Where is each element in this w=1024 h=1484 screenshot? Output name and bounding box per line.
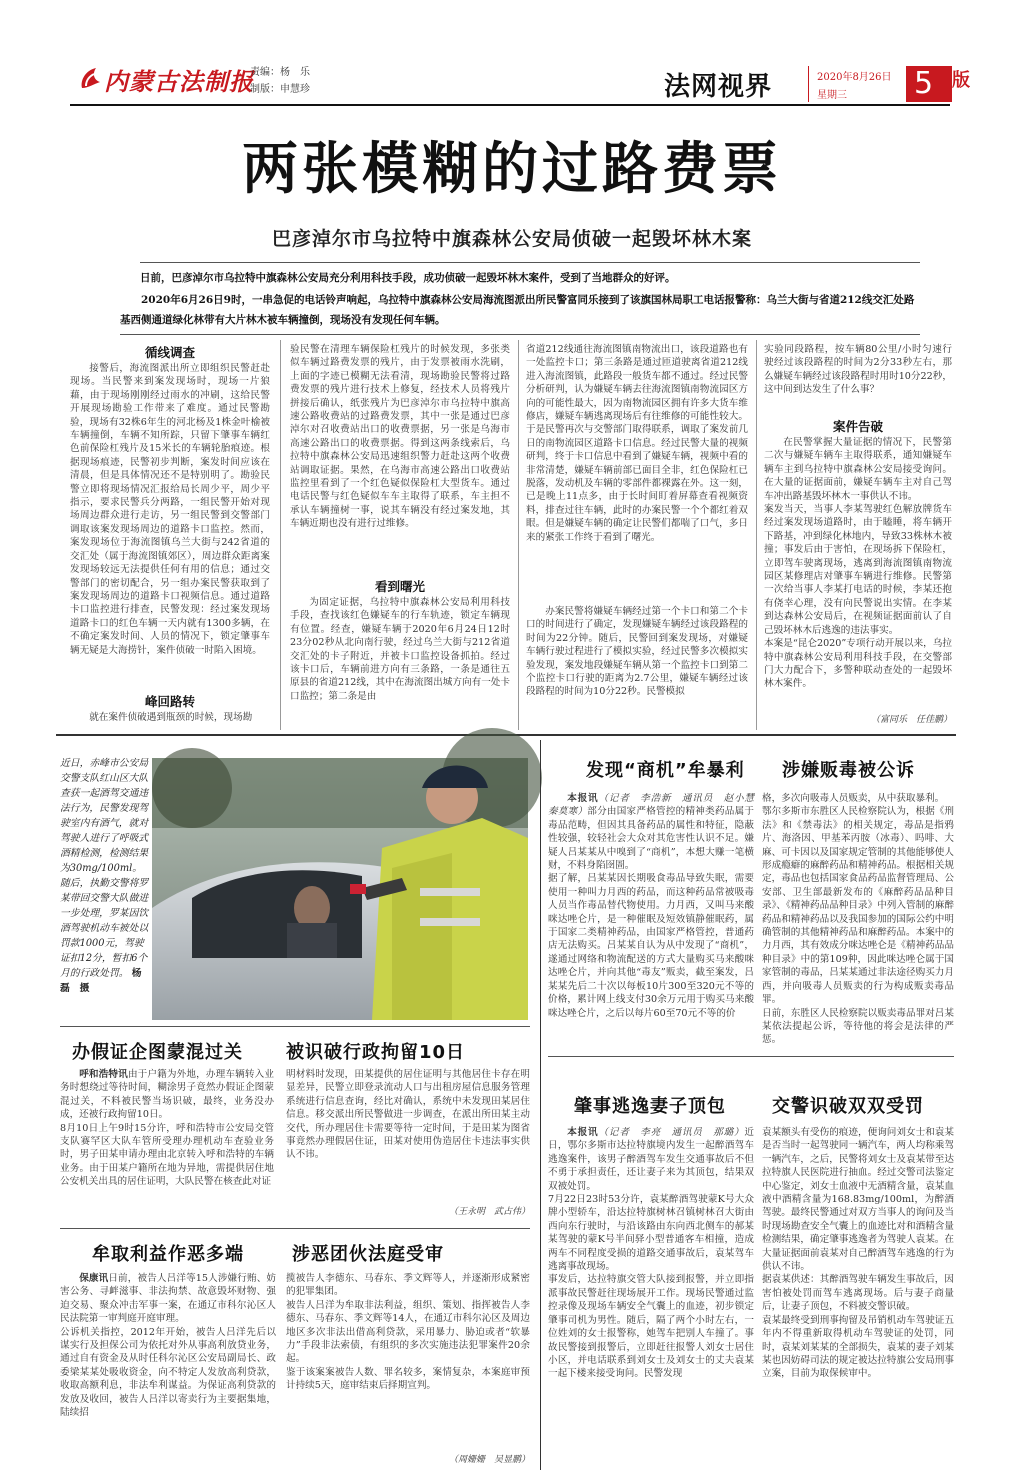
section-rule [548, 1056, 954, 1057]
subhead-tracing: 循线调查 [144, 345, 195, 360]
drugs-col-a: 本报讯（记者 李浩新 通讯员 赵小慧 秦莫寒）部分由国家严格管控的精神类药品属于毒品范畴，但因其具备药品的属性和特征，隐蔽性较强，较轻社会大众对其危害性认识不足。嫌疑人吕某某从中嗅到了“商机”，本想大赚一笔横财，不料身陷囹圄。 据了解，吕某某因长期吸食毒品导致失眠，需要使用一种叫力月西的药品，而这种药品常被吸毒人员当作毒品替代物使用。力月西，又叫马来酸咪达唑仑片，是一种催眠及短效镇静催眠药，属于国家二类精神药品，由国家严格管控，普通药店无法购买。吕某某自认为从中发现了“商机”，遂通过网络和物流配送的方式大量购买马来酸咪达唑仑片，并向其他“毒友”贩卖，截至案发，吕某某先后二十次以每板10片300至320元不等的价格，累计网上线支付30余万元用于购买马来酸咪达唑仑片，之后以每片60至70元不等的价 [548, 793, 764, 1019]
hit-run-headline-2: 交警识破双双受罚 [772, 1096, 924, 1117]
page-label: 版 [952, 70, 970, 91]
page-number: 5 [914, 66, 934, 101]
drugs-headline-2: 涉嫌贩毒被公诉 [782, 760, 915, 781]
column-divider [756, 340, 757, 730]
masthead [0, 0, 1024, 108]
drugs-headline-1: 发现“商机”牟暴利 [586, 760, 745, 781]
fake-id-byline: （王永明 武占伟） [448, 1207, 530, 1217]
subhead-case-solved: 案件告破 [832, 419, 883, 434]
column-divider [518, 340, 519, 730]
editor-credit: 责编：杨 乐 [250, 67, 310, 78]
lead-col4b-text: 在民警掌握大量证据的情况下，民警第二次与嫌疑车辆车主取得联系，通知嫌疑车辆车主到乌拉特中旗森林公安局接受询问。在大量的证据面前，嫌疑车辆车主对自己驾车冲出路基毁坏林木一事供认不讳。 案发当天，当事人李某驾驶红色解放牌货车经过案发现场道路时，由于瞌睡，将车辆开下路基，冲到绿化林地内，导致33株林木被撞；事发后由于害怕，在现场拆下保险杠，立即驾车驶离现场，逃离到海流图镇南物流园区某修理店对肇事车辆进行维修。民警第一次给当事人李某打电话的时候，李某还抱有侥幸心理，没有向民警说出实情。在李某到达森林公安局后，在视频证据面前认了自己毁坏林木后逃逸的违法事实。 本案是“昆仑2020”专项行动开展以来，乌拉特中旗森林公安局利用科技手段，在交警部门大力配合下，多警种联动查处的一起毁坏林木案件。 [764, 437, 952, 690]
hit-run-col-b: 袁某额头有受伤的痕迹，便询问刘女士和袁某是否当时一起驾驶同一辆汽车，两人均称乘驾一辆汽车，之后，民警将刘女士及袁某带至达拉特旗人民医院进行抽血。经过交警司法鉴定中心鉴定，刘女士血液中无酒精含量，袁某血液中酒精含量为168.83mg/100ml，为醉酒驾驶。最终民警通过对双方当事人的询问及当时现场勘查安全气囊上的血迹比对和酒精含量检测结果，确定肇事逃逸者为驾驶人袁某。在大量证据面前袁某对自己醉酒驾车逃逸的行为供认不讳。 据袁某供述：其醉酒驾驶车辆发生事故后，因害怕被处罚而驾车逃离现场。后与妻子商量后，让妻子顶包，不料被交警识破。 袁某最终受到刑事拘留及吊销机动车驾驶证五年内不得重新取得机动车驾驶证的处罚，同时，袁某刘某某的全部损失，袁某的妻子刘某某也因妨碍司法的规定被达拉特旗公安局刑事立案，目前为取保候审中。 [762, 1127, 954, 1380]
subhead-dawn: 看到曙光 [374, 579, 425, 594]
profit-col-a: 保康讯日前，被告人吕洋等15人涉嫌行贿、妨害公务、寻衅滋事、非法拘禁、故意毁坏财物、强迫交易、聚众冲击军事一案，在通辽市科尔沁区人民法院第一审判庭开庭审理。 公诉机关指控，2012年开始，被告人吕洋先后以谋实行及担保公司为依托对外从事高利放贷业务，通过自有资金及从时任科尔沁区公安局副局长、政委梁某某处吸收资金，向不特定人发放高利贷款，收取高额利息，非法牟利谋益。为保证高利贷款的发放及收回，被告人吕洋以寄卖行为主要据集地，陆续招 [60, 1273, 276, 1419]
hit-run-headline-1: 肇事逃逸妻子顶包 [574, 1096, 726, 1117]
logo-emblem-icon [78, 66, 102, 92]
section-rule [60, 1026, 530, 1027]
intro-rule-top [140, 262, 920, 263]
photo-credit: 杨磊 摄 [60, 968, 142, 994]
fake-id-col-a: 呼和浩特讯由于户籍为外地，办理车辆转入业务时想绕过等待时间，糊涂男子竟然办假证企图蒙混过关，不料被民警当场识破，最终，业务没办成，还被行政拘留10日。 8月10日上午9时15分许，呼和浩特市公安局交管支队赛罕区大队车管所受理办理机动车查验业务时，男子田某申请办理由北京转入呼和浩特的车辆业务。由于田某户籍所在地为异地，需提供居住地公安机关出具的居住证明，大队民警在核查此对证 [60, 1069, 275, 1188]
column-divider [540, 740, 541, 1470]
fake-id-headline-1: 办假证企图蒙混过关 [72, 1042, 243, 1063]
producer-credit: 制版：申慧珍 [250, 84, 310, 95]
page-number-box [906, 66, 952, 102]
profit-byline: （周姗姗 吴显鹏） [448, 1455, 530, 1465]
section-title: 法网视界 [664, 72, 773, 102]
fake-id-headline-2: 被识破行政拘留10日 [286, 1042, 466, 1063]
date-box [808, 66, 908, 102]
issue-weekday: 星期三 [817, 90, 847, 101]
lead-col2-text: 验民警在清理车辆保险杠残片的时候发现，多张类似车辆过路费发票的残片，由于发票被雨水洗刷，上面的字迹已模糊无法看清，现场勘验民警将过路费发票的残片进行技术上修复，经技术人员将残片拼接后确认，纸张残片为巴彦淖尔市乌拉特中旗高速公路收费站的过路费发票，其中一张是通过巴彦淖尔对召收费站出口的收费票据，另一张是乌海市高速公路出口的收费票据。得到这两条线索后，乌拉特中旗森林公安局迅速组织警力赶赴这两个收费站调取证据。果然，在乌海市高速公路出口收费站监控里看到了一个红色疑似保险杠大型货车。通过电话民警与红色疑似车车主取得了联系，车主担不承认车辆撞树一事，说其车辆没有经过案发地，其车辆近期也没有进行过维修。 [290, 344, 510, 530]
fake-id-col-b: 明材料时发现，田某提供的居住证明与其他居住卡存在明显差异，民警立即登录流动人口与出租房屋信息服务管理系统进行信息查询，经比对确认，系统中未发现田某居住信息。移交派出所民警做进一步调查，在派出所田某主动交代，所办理居住卡需要等待一定时间，于是田某为图省事竟然办理假居住证，田某对使用伪造居住卡违法事实供认不讳。 [286, 1069, 530, 1161]
section-rule [60, 1228, 530, 1229]
photo-caption: 近日，赤峰市公安局交警支队红山区大队查获一起酒驾交通违法行为，民警发现驾驶室内有酒气，就对驾驶人进行了呼吸式酒精检测，检测结果为30mg/100ml。随后，执勤交警将罗某带回交警大队做进一步处理，罗某因饮酒驾驶机动车被处以罚款1000元，驾驶证扣12分，暂扣6个月的行政处罚。 杨磊 摄 [60, 758, 149, 994]
hit-run-col-a: 本报讯（记者 李亮 通讯员 那璐）近日，鄂尔多斯市达拉特旗境内发生一起醉酒驾车逃逸案件，该男子醉酒驾车发生交通事故后不但不勇于承担责任，还让妻子来为其顶包，结果双双被处罚。 7月22日23时53分许，袁某醉酒驾驶蒙K号大众牌小型轿车，沿达拉特旗树林召镇树林召大街由西向东行驶时，与沿该路由东向西北侧车的郝某某驾驶的蒙K号半间驿小型普通客车相撞，造成两车不同程度受损的道路交通事故后，袁某驾车逃离事故现场。 事发后，达拉特旗交管大队接到报警，并立即指派事故民警赶往现场展开工作。现场民警通过监控录像及现场车辆安全气囊上的血迹，初步锁定肇事司机为男性。随后，隔了两个小时左右，一位姓刘的女士报警称，她驾车把别人车撞了。事故民警接到报警后，立即赶往报警人刘女士居住小区，并电话联系到刘女士及刘女士的丈夫袁某一起下楼来接受询问。民警发现 [548, 1127, 755, 1380]
lead-col1-text: 接警后，海流图派出所立即组织民警赶赴现场。当民警来到案发现场时，现场一片狼藉，由于现场刚刚经过雨水的冲刷，这给民警开展现场勘验工作带来了难度。通过民警勘验，现场有32株6年生的河北杨及1株金叶榆被车辆撞倒，车辆不知所踪，只留下肇事车辆红色前保险杠残片及15米长的车辆轮胎痕迹。根据现场痕迹，民警初步判断，案发时间应该在清晨，但是具体情况还不是特别明了。勘验民警立即将现场情况汇报给局长周少平，周少平指示，要求民警兵分两路，一组民警开始对现场周边群众进行走访，另一组民警到交警部门调取该案发现场周边的道路卡口监控。然而，案发现场位于海流图镇乌兰大街与242省道的交汇处（属于海流图镇郊区），周边群众距离案发现场较远无法提供任何有用的信息；通过交警部门的密切配合，另一组办案民警获取到了案发现场周边的道路卡口视频信息。通过道路卡口监控进行排查，民警发现：经过案发现场道路卡口的红色车辆一天内就有1300多辆，在不确定案发时间、人员的情况下，锁定肇事车辆无疑是大海捞针，案件侦破一时陷入困境。 [70, 363, 270, 656]
profit-col-b: 揽被告人李德东、马春东、季文辉等人，并逐渐形成紧密的犯罪集团。 被告人吕洋为牟取非法利益，组织、策划、指挥被告人李德东、马春东、季文辉等14人，在通辽市科尔沁区及周边地区多次非法出借高利贷款，采用暴力、胁迫或者“软暴力”手段非法索债，有组织的多次实施违法犯罪案件20余起。 鉴于该案案被告人数、罪名较多，案情复杂，本案庭审预计持续5天，庭审结束后择期宣判。 [286, 1273, 530, 1392]
masthead-rule [70, 104, 950, 106]
lead-col1b-text: 就在案件侦破遇到瓶颈的时候，现场勘 [89, 712, 253, 723]
profit-headline-1: 牟取利益作恶多端 [92, 1244, 244, 1265]
lead-headline: 两张模糊的过路费票 [242, 137, 782, 202]
lead-intro-2: 2020年6月26日9时，一串急促的电话铃声响起，乌拉特中旗森林公安局海流图派出所民警富同乐接到了该旗国林局职工电话报警称：乌兰大街与省道212线交汇处路基西侧通道绿化林带有大片林木被车辆撞倒，现场没有发现任何车辆。 [120, 294, 915, 326]
news-photo [152, 758, 528, 1020]
lead-col2b-text: 为固定证据，乌拉特中旗森林公安局利用科技手段，查找该红色嫌疑车的行车轨迹，锁定车辆现有位置。经查，嫌疑车辆于2020年6月24日12时23分02秒从北向南行驶，经过乌兰大街与212省道交汇处的卡子附近，并被卡口监控设备抓拍。经过该卡口后，车辆前进方向有三条路，一条是通往五原县的省道212线，其中在海流图出城方向有一处卡口监控；第二条是由 [290, 597, 510, 702]
column-divider [280, 340, 281, 730]
newspaper-logo [78, 62, 254, 100]
lead-col4-text: 实验同段路程，按车辆80公里/小时匀速行驶经过该段路程的时间为2分33秒左右，那么嫌疑车辆经过该段路程时用时10分22秒，这中间到达发生了什么事？ [764, 344, 952, 396]
lead-col3-text: 省道212线通往海流图镇南物流出口，该段道路也有一处监控卡口；第三条路是通过匝道驶离省道212线进入海流图镇，此路段一般货车都不通过。经过民警分析研判，认为嫌疑车辆去往海流图镇南物流园区方向的可能性最大，因为南物流园区拥有许多大货车维修店，嫌疑车辆逃离现场后有往维修的可能性较大。于是民警再次与交警部门取得联系，调取了案发前几日的南物流园区道路卡口信息。经过民警大量的视频研判，终于卡口信息中看到了嫌疑车辆，视频中看的非常清楚，嫌疑车辆前部已面目全非，红色保险杠已脱落，发动机及车辆的零部件都裸露在外。这一刻，已是晚上11点多，由于长时间盯着屏幕查看视频资料，排查过往车辆，此时的办案民警一个个都红着双眼。但是嫌疑车辆的确定让民警们都喘了口气，多日来的紧张工作终于看到了曙光。 [526, 344, 748, 543]
lead-col3b-text: 办案民警将嫌疑车辆经过第一个卡口和第二个卡口的时间进行了确定，发现嫌疑车辆经过该段路程的时间为22分钟。随后，民警回到案发现场，对嫌疑车辆行驶过程进行了模拟实验，经过民警多次模拟实验发现，案发地段嫌疑车辆从第一个监控卡口到第二个监控卡口行驶的距离为2.7公里，嫌疑车辆经过该段路程的时间为10分22秒。民警模拟 [526, 606, 748, 698]
issue-date: 2020年8月26日 [817, 72, 892, 83]
subhead-turning-point: 峰回路转 [144, 694, 195, 709]
profit-headline-2: 涉恶团伙法庭受审 [292, 1244, 444, 1265]
lead-byline: （富同乐 任佳鹏） [870, 715, 952, 725]
traffic-police-breath-test-image [152, 758, 528, 1020]
lead-subheadline: 巴彦淖尔市乌拉特中旗森林公安局侦破一起毁坏林木案 [271, 228, 752, 250]
lead-intro-1: 日前，巴彦淖尔市乌拉特中旗森林公安局充分利用科技手段，成功侦破一起毁坏林木案件，受到了当地群众的好评。 [140, 272, 676, 284]
drugs-col-b: 格，多次向吸毒人员贩卖，从中获取暴利。 鄂尔多斯市东胜区人民检察院认为，根据《刑法》和《禁毒法》的相关规定，毒品是指鸦片、海洛因、甲基苯丙胺（冰毒）、吗啡、大麻、可卡因以及国家规定管制的其他能够使人形成瘾癖的麻醉药品和精神药品。根据相关规定，毒品也包括国家食品药品监督管理局、公安部、卫生部最新发布的《麻醉药品品种目录》、《精神药品品种目录》中列入管制的麻醉药品和精神药品以及我国参加的国际公约中明确管制的其他精神药品和麻醉药品。本案中的力月西，其有效成分咪达唑仑是《精神药品品种目录》中的第109种，因此咪达唑仑属于国家管制的毒品，吕某某通过非法途径购买力月西，并向吸毒人员贩卖的行为构成贩卖毒品罪。 日前，东胜区人民检察院以贩卖毒品罪对吕某某依法提起公诉，等待他的将会是法律的严惩。 [762, 793, 954, 1046]
paper-name: 内蒙古法制报 [104, 67, 254, 96]
intro-rule-bottom [120, 334, 920, 335]
